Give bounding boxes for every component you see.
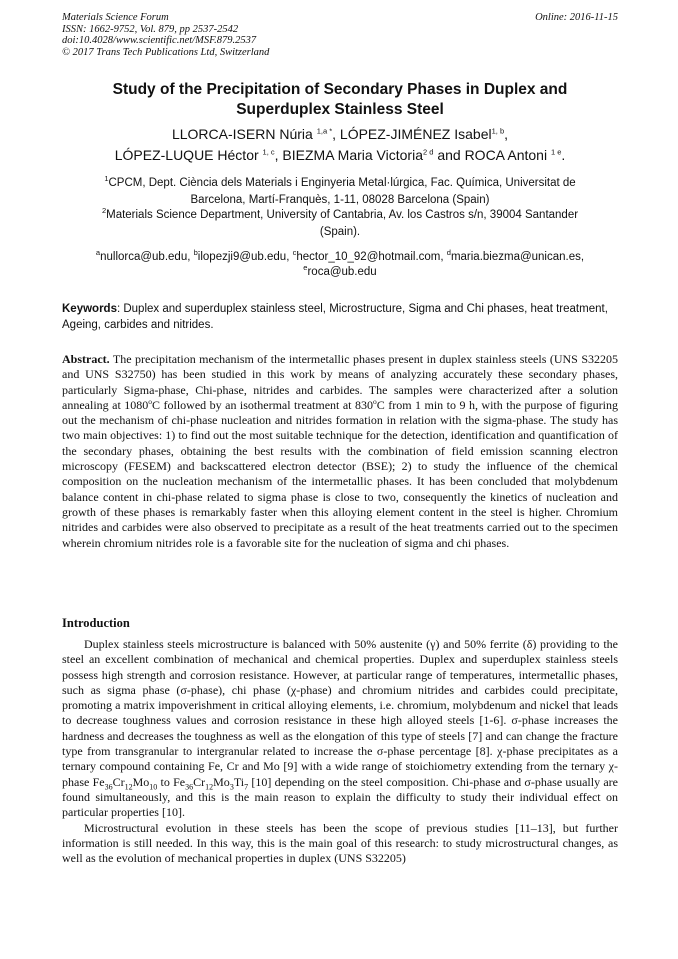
journal-name: Materials Science Forum (62, 12, 169, 23)
author-name: BIEZMA Maria Victoria (282, 147, 423, 163)
emails-line-2 (62, 265, 618, 280)
affiliation-text: CPCM, Dept. Ciència dels Materials i Enginyeria Metal·lúrgica, Fac. Química, Universitat de (108, 177, 576, 189)
keywords-section (62, 302, 618, 333)
formula-text: Cr (193, 774, 206, 789)
paper-title (62, 80, 618, 120)
affiliation-2-line-2: (Spain). (319, 226, 361, 238)
affiliation-2 (62, 207, 618, 241)
paragraph-text: to Fe (157, 774, 186, 789)
subscript: 3 (229, 782, 234, 792)
email-link[interactable]: ilopezji9@ub.edu, (197, 251, 290, 263)
abstract-label: Abstract. (62, 352, 110, 366)
subscript: 36 (104, 782, 113, 792)
affiliation-1 (62, 175, 618, 209)
author-emails (62, 250, 618, 280)
email-mark: e (303, 263, 308, 273)
paragraph: Microstructural evolution in these steels has been the scope of previous studies [11–13], but further information is still needed. In this way, this is the main goal of this research: to study microstructural changes, as well as the evolution of mechanical properties in duplex (UNS S32205) (62, 820, 618, 866)
affiliation-number: 1 (104, 174, 109, 184)
abstract-text: C from 1 min to 9 h, with the purpose of figuring out the mechanism of chi-phase nucleation and nitrides formation in relation with the sigma-phase. The study has two main objectives: 1) to find out the most suitable technique for the detection, identification and quantification of the secondary phases, obtaining the best results with the combination of field emission scanning electron microscopy (FESEM) and backscattered electron detector (BSE); 2) to study the influence of the chemical composition on the nucleation mechanism of the intermetallic phases. It has been concluded that molybdenum balance content in chi-phase related to sigma phase is close to two, consequently the kinetics of nucleation and growth of these phases is remarkably faster when this alloying element content in the steel is higher. Chromium nitrides and carbides were also observed to precipitate as a result of the heat treatments carried out to the specimen wherein chromium nitrides role is a favorable site for the nucleation of sigma and chi phases. (62, 397, 618, 550)
paragraph-text: [10] depending on the steel composition. Chi-phase and σ-phase usually are found simultaneously, and this is the main reason to explain the difficulty to study their individual effect on particular properties [10]. (62, 774, 619, 820)
subscript: 12 (124, 782, 133, 792)
author-affil-mark: 1, c (262, 147, 275, 157)
online-date: Online: 2016-11-15 (535, 12, 618, 23)
email-mark: c (292, 248, 297, 258)
author-conjunction: and (437, 147, 461, 163)
email-mark: d (446, 248, 451, 258)
abstract-text: The precipitation mechanism of the intermetallic phases present in duplex stainless steels (UNS S32205 and UNS S32750) has been studied in this work by means of analyzing accurately these secondary phases, particularly Sigma-phase, Chi-phase, nitrides and carbides. The samples were characterized after a solution annealing at 1080 (62, 352, 618, 412)
journal-header (62, 12, 618, 58)
subscript: 12 (205, 782, 214, 792)
affiliation-1-line-2: Barcelona, Martí-Franquès, 1-11, 08028 Barcelona (Spain) (190, 194, 490, 206)
title-line-2: Superduplex Stainless Steel (236, 101, 444, 118)
email-mark: a (95, 248, 101, 258)
email-link[interactable]: roca@ub.edu (307, 266, 377, 278)
author-affil-mark: 1,a * (316, 126, 333, 136)
abstract-section (62, 352, 618, 551)
authors-line-1: LLORCA-ISERN Núria $^{1,a *}$, LÓPEZ-JIMÉNEZ Isabel$^{1, b}$, (171, 126, 509, 142)
formula-text: Mo (132, 774, 150, 789)
email-mark: b (193, 248, 198, 258)
author-affil-mark: 1, b (491, 126, 505, 136)
formula-text: Cr (112, 774, 125, 789)
email-link[interactable]: maria.biezma@unican.es, (450, 251, 585, 263)
email-link[interactable]: hector_10_92@hotmail.com, (296, 251, 444, 263)
formula-text: Ti (233, 774, 245, 789)
copyright-line: © 2017 Trans Tech Publications Ltd, Switzerland (62, 46, 270, 58)
abstract-text: C followed by an isothermal treatment at 830 (152, 397, 373, 412)
introduction-body (62, 637, 618, 866)
author-name: LÓPEZ-LUQUE Héctor (114, 147, 259, 163)
author-name: LLORCA-ISERN Núria (171, 126, 313, 142)
author-affil-mark: 2 d (422, 147, 434, 157)
formula-text: Mo (213, 774, 230, 789)
introduction-heading: Introduction (62, 616, 130, 630)
degree-mark: o (372, 396, 377, 406)
keywords-label: Keywords (62, 303, 117, 315)
affiliation-text: Materials Science Department, University of Cantabria, Av. los Castros s/n, 39004 Santander (106, 209, 579, 221)
subscript: 7 (244, 782, 249, 792)
author-list (62, 124, 618, 166)
affiliation-number: 2 (101, 206, 107, 216)
title-line-1: Study of the Precipitation of Secondary Phases in Duplex and (112, 81, 568, 98)
paragraph (62, 637, 618, 821)
subscript: 36 (185, 782, 194, 792)
author-name: ROCA Antoni (464, 147, 548, 163)
author-name: LÓPEZ-JIMÉNEZ Isabel (339, 126, 492, 142)
affiliation-2-line-1 (62, 207, 618, 224)
issn-line: ISSN: 1662-9752, Vol. 879, pp 2537-2542 (62, 23, 239, 35)
authors-line-2: LÓPEZ-LUQUE Héctor $^{1, c}$, BIEZMA Maria Victoria$^{2 d}$ and ROCA Antoni $^{1 e}$. (114, 147, 566, 163)
keywords-text: : Duplex and superduplex stainless steel, Microstructure, Sigma and Chi phases, heat treatment, Ageing, carbides and nitrides. (62, 303, 608, 331)
email-link[interactable]: nullorca@ub.edu, (100, 251, 191, 263)
degree-mark: o (148, 396, 153, 406)
emails-line-1 (62, 250, 618, 265)
subscript: 10 (149, 782, 158, 792)
affiliation-1-line-1 (62, 175, 618, 192)
paragraph-text: Duplex stainless steels microstructure is balanced with 50% austenite (γ) and 50% ferrite (δ) providing to the steel an excellent combination of mechanical and chemical properties. Duplex and superduplex stainless steels possess high strength and corrosion resistance. However, at particular range of temperatures, intermetallic phases, such as sigma phase (σ-phase), chi phase (χ-phase) and chromium nitrides and carbides could precipitate, promoting a matrix impoverishment in critical alloying elements, i.e. chromium, molybdenum and nickel that leads to decrease toughness values and corrosion resistance in these high alloyed steels [1-6]. σ-phase increases the hardness and decreases the toughness as well as the elongation of this type of steels [7] and can change the fracture type from transgranular to intergranular related to increase the σ-phase percentage [8]. χ-phase precipitates as a ternary compound containing Fe, Cr and Mo [9] with a wide range of stoichiometry extending from the ternary χ-phase Fe (62, 637, 618, 789)
author-affil-mark: 1 e (550, 147, 562, 157)
doi-line: doi:10.4028/www.scientific.net/MSF.879.2537 (62, 35, 257, 46)
